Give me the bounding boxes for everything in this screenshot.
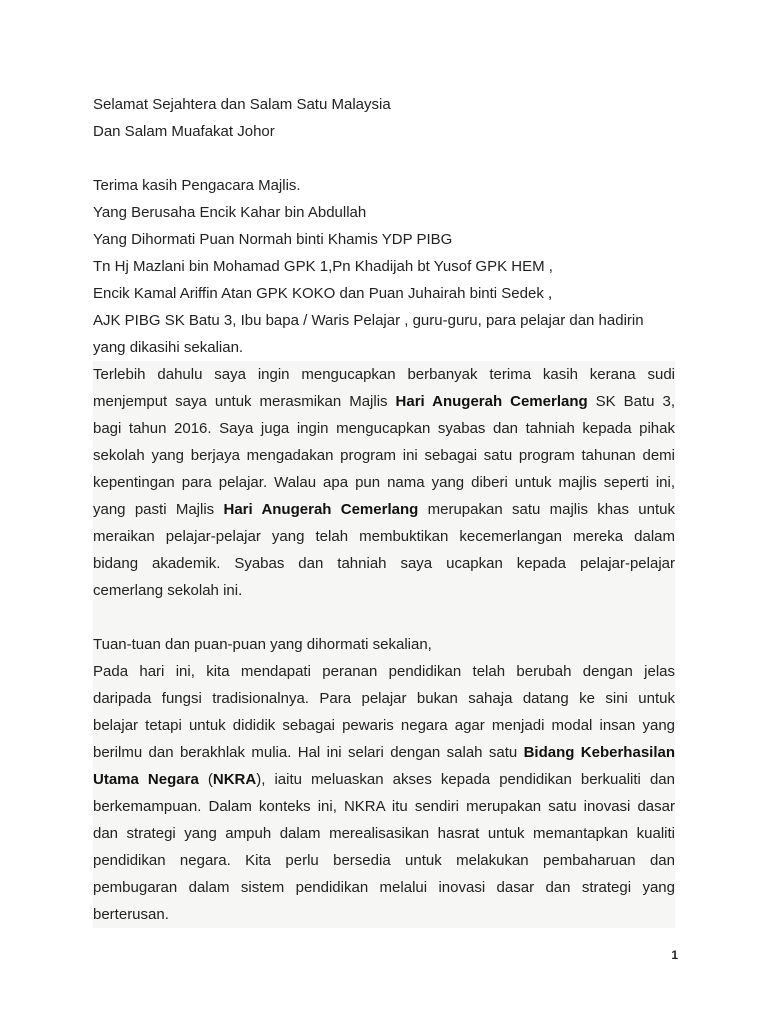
event-name: Hari Anugerah Cemerlang [223, 501, 419, 518]
nkra-abbreviation: NKRA [212, 771, 257, 788]
paragraph-line: berkemampuan. Dalam konteks ini, NKRA itu sendiri merupakan satu inovasi dasar [93, 793, 675, 820]
paragraph-line: menjemput saya untuk merasmikan Majlis Hari Anugerah Cemerlang SK Batu 3, [93, 388, 675, 415]
salutation: Tuan-tuan dan puan-puan yang dihormati sekalian, [93, 631, 675, 658]
paragraph-line: Terlebih dahulu saya ingin mengucapkan berbanyak terima kasih kerana sudi [93, 361, 675, 388]
paragraph-line: pembugaran dalam sistem pendidikan melalui inovasi dasar dan strategi yang [93, 874, 675, 901]
acknowledgement-line: AJK PIBG SK Batu 3, Ibu bapa / Waris Pelajar , guru-guru, para pelajar dan hadirin [93, 312, 644, 329]
acknowledgement-line: Encik Kamal Ariffin Atan GPK KOKO dan Puan Juhairah binti Sedek , [93, 285, 553, 302]
paragraph-spacer [93, 604, 675, 631]
acknowledgement-line: Yang Berusaha Encik Kahar bin Abdullah [93, 204, 367, 221]
paragraph-line: pendidikan negara. Kita perlu bersedia untuk melakukan pembaharuan dan [93, 847, 675, 874]
paragraph-line: bidang akademik. Syabas dan tahniah saya ucapkan kepada pelajar-pelajar [93, 550, 675, 577]
greeting-line: Dan Salam Muafakat Johor [93, 123, 275, 140]
greeting-line: Selamat Sejahtera dan Salam Satu Malaysia [93, 96, 391, 113]
acknowledgement-line: yang dikasihi sekalian. [93, 339, 244, 356]
acknowledgement-line: Tn Hj Mazlani bin Mohamad GPK 1,Pn Khadijah bt Yusof GPK HEM , [93, 258, 553, 275]
paragraph-line: bagi tahun 2016. Saya juga ingin mengucapkan syabas dan tahniah kepada pihak [93, 415, 675, 442]
paragraph-line: belajar tetapi untuk dididik sebagai pewaris negara agar menjadi modal insan yang [93, 712, 675, 739]
paragraph-line: cemerlang sekolah ini. [93, 577, 675, 604]
event-name: Hari Anugerah Cemerlang [395, 393, 588, 410]
acknowledgement-line: Yang Dihormati Puan Normah binti Khamis YDP PIBG [93, 231, 453, 248]
paragraph-line: daripada fungsi tradisionalnya. Para pelajar bukan sahaja datang ke sini untuk [93, 685, 675, 712]
paragraph-line: dan strategi yang ampuh dalam merealisasikan hasrat untuk memantapkan kualiti [93, 820, 675, 847]
paragraph-line: sekolah yang berjaya mengadakan program ini sebagai satu program tahunan demi [93, 442, 675, 469]
page-number: 1 [671, 948, 678, 962]
paragraph-line: yang pasti Majlis Hari Anugerah Cemerlang merupakan satu majlis khas untuk [93, 496, 675, 523]
paragraph-line: Utama Negara (NKRA), iaitu meluaskan akses kepada pendidikan berkualiti dan [93, 766, 675, 793]
paragraph-line: Pada hari ini, kita mendapati peranan pendidikan telah berubah dengan jelas [93, 658, 675, 685]
nkra-term: Utama Negara [93, 771, 199, 788]
paragraph-line: berterusan. [93, 901, 675, 928]
paragraph-line: berilmu dan berakhlak mulia. Hal ini selari dengan salah satu Bidang Keberhasilan [93, 739, 675, 766]
acknowledgement-line: Terima kasih Pengacara Majlis. [93, 177, 301, 194]
nkra-term: Bidang Keberhasilan [523, 744, 675, 761]
paragraph-line: meraikan pelajar-pelajar yang telah membuktikan kecemerlangan mereka dalam [93, 523, 675, 550]
paragraph-line: kepentingan para pelajar. Walau apa pun nama yang diberi untuk majlis seperti ini, [93, 469, 675, 496]
